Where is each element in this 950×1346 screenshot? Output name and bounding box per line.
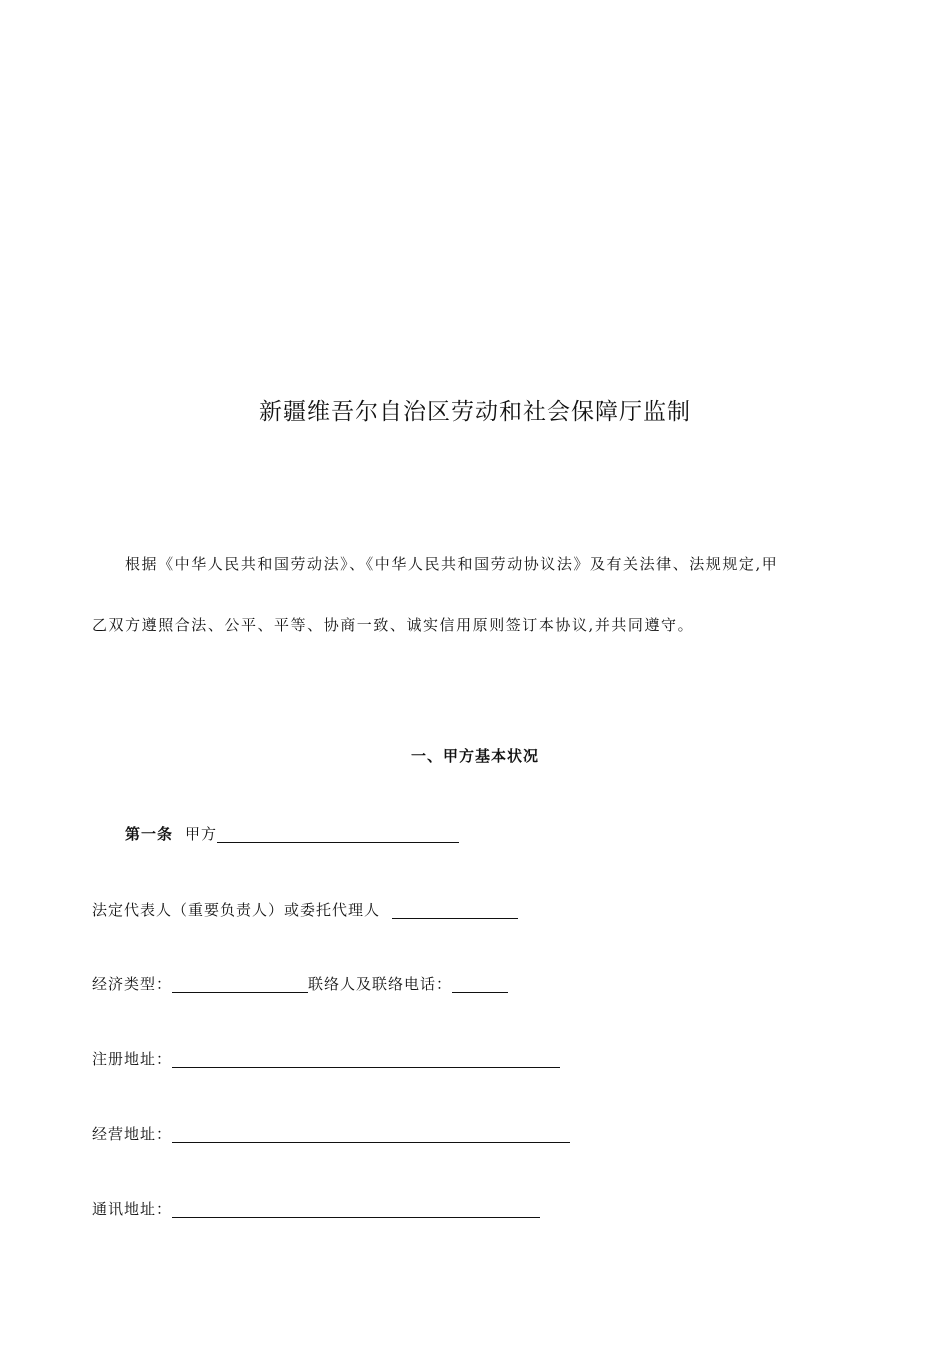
preamble-line-1: 根据《中华人民共和国劳动法》、《中华人民共和国劳动协议法》及有关法律、法规规定,甲 bbox=[125, 555, 779, 573]
section-title-party-a: 一、甲方基本状况 bbox=[410, 747, 539, 765]
preamble-line-2: 乙双方遵照合法、公平、平等、协商一致、诚实信用原则签订本协议,并共同遵守。 bbox=[92, 616, 695, 634]
party-a-label: 甲方 bbox=[185, 825, 218, 843]
registered-address-row bbox=[92, 1045, 560, 1071]
contact-label: 联络人及联络电话： bbox=[308, 975, 453, 993]
business-address-label: 经营地址： bbox=[92, 1125, 173, 1143]
contact-blank[interactable] bbox=[452, 972, 508, 993]
econ-type-row bbox=[92, 970, 508, 996]
registered-address-blank[interactable] bbox=[172, 1047, 560, 1068]
legal-rep-row bbox=[92, 896, 518, 922]
econ-type-label: 经济类型： bbox=[92, 975, 173, 993]
article-number: 第一条 bbox=[125, 825, 174, 843]
mailing-address-blank[interactable] bbox=[172, 1197, 540, 1218]
registered-address-label: 注册地址： bbox=[92, 1050, 173, 1068]
article-1-row bbox=[125, 820, 459, 846]
econ-type-blank[interactable] bbox=[172, 972, 308, 993]
mailing-address-row bbox=[92, 1195, 540, 1221]
business-address-blank[interactable] bbox=[172, 1122, 570, 1143]
party-a-blank[interactable] bbox=[217, 822, 459, 843]
issuer-line: 新疆维吾尔自治区劳动和社会保障厅监制 bbox=[259, 399, 691, 425]
legal-rep-blank[interactable] bbox=[392, 898, 518, 919]
mailing-address-label: 通讯地址： bbox=[92, 1200, 173, 1218]
business-address-row bbox=[92, 1120, 570, 1146]
legal-rep-label: 法定代表人（重要负责人）或委托代理人 bbox=[92, 901, 381, 919]
